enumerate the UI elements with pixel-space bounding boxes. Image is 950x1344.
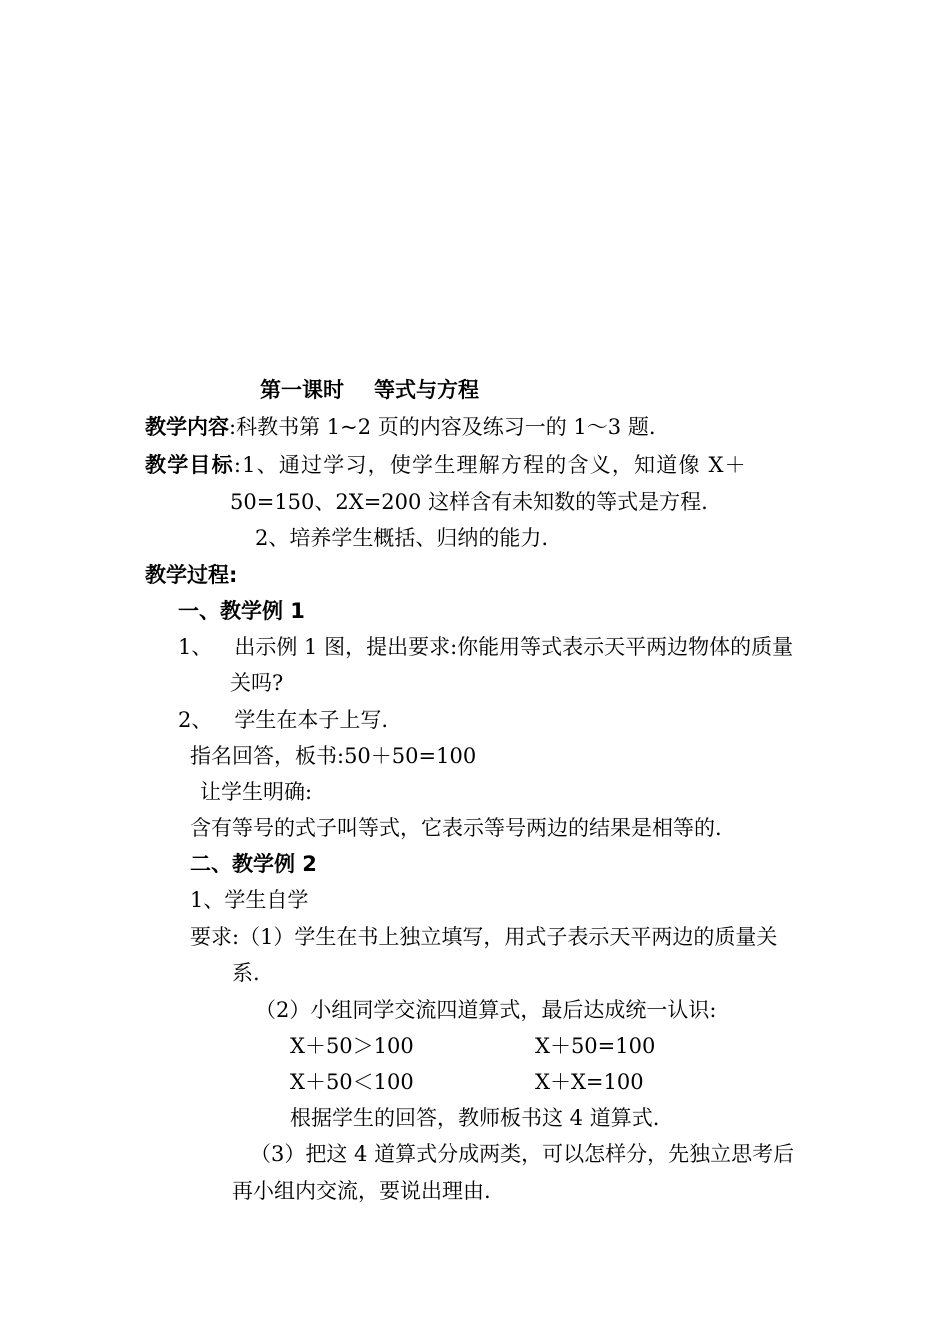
teaching-content: [145, 412, 656, 442]
teaching-goals-line2: 50=150、2X=200 这样含有未知数的等式是方程.: [230, 490, 708, 514]
section1-heading: 一、教学例 1: [178, 599, 305, 623]
lesson-title-part1: 第一课时: [260, 378, 344, 402]
teaching-goals-text1: :1、通过学习，使学生理解方程的含义，知道像 X＋: [233, 453, 747, 477]
section1-definition: 含有等号的式子叫等式，它表示等号两边的结果是相等的.: [190, 816, 722, 840]
equation-2: X＋50=100: [535, 1034, 656, 1058]
equation-1: X＋50＞100: [290, 1034, 414, 1058]
section1-clarify: 让学生明确:: [200, 780, 313, 804]
teaching-goals-label: 教学目标: [145, 453, 234, 477]
section1-item2-text: 学生在本子上写.: [234, 708, 389, 732]
equation-3: X＋50＜100: [290, 1070, 414, 1094]
section1-item1: [178, 632, 793, 662]
section1-answer: 指名回答，板书:50＋50=100: [190, 744, 477, 768]
section1-item1-text: 出示例 1 图，提出要求:你能用等式表示天平两边物体的质量: [234, 635, 794, 659]
section2-board: 根据学生的回答，教师板书这 4 道算式.: [290, 1106, 660, 1130]
section2-requirement1-cont: 系.: [232, 961, 260, 985]
section1-item2: [178, 705, 388, 735]
teaching-goals-line1: [145, 450, 747, 480]
section1-item2-number: 2、: [178, 708, 213, 732]
teaching-goals-line3: 2、培养学生概括、归纳的能力.: [255, 526, 549, 550]
teaching-process-label: 教学过程:: [145, 563, 238, 587]
teaching-content-label: 教学内容: [145, 415, 229, 439]
lesson-title-part2: 等式与方程: [374, 378, 479, 402]
section1-item1-number: 1、: [178, 635, 213, 659]
section2-item1: 1、学生自学: [190, 888, 309, 912]
section2-requirement3-cont: 再小组内交流，要说出理由.: [232, 1179, 491, 1203]
section2-requirement1: 要求:（1）学生在书上独立填写，用式子表示天平两边的质量关: [190, 925, 778, 949]
equation-4: X＋X=100: [535, 1070, 644, 1094]
lesson-title: [260, 375, 479, 405]
section2-heading: 二、教学例 2: [190, 852, 317, 876]
teaching-content-text: :科教书第 1~2 页的内容及练习一的 1～3 题.: [229, 415, 656, 439]
section2-requirement3: （3）把这 4 道算式分成两类，可以怎样分，先独立思考后: [250, 1142, 795, 1166]
section1-item1-cont: 关吗?: [230, 671, 284, 695]
section2-requirement2: （2）小组同学交流四道算式，最后达成统一认识:: [255, 998, 717, 1022]
